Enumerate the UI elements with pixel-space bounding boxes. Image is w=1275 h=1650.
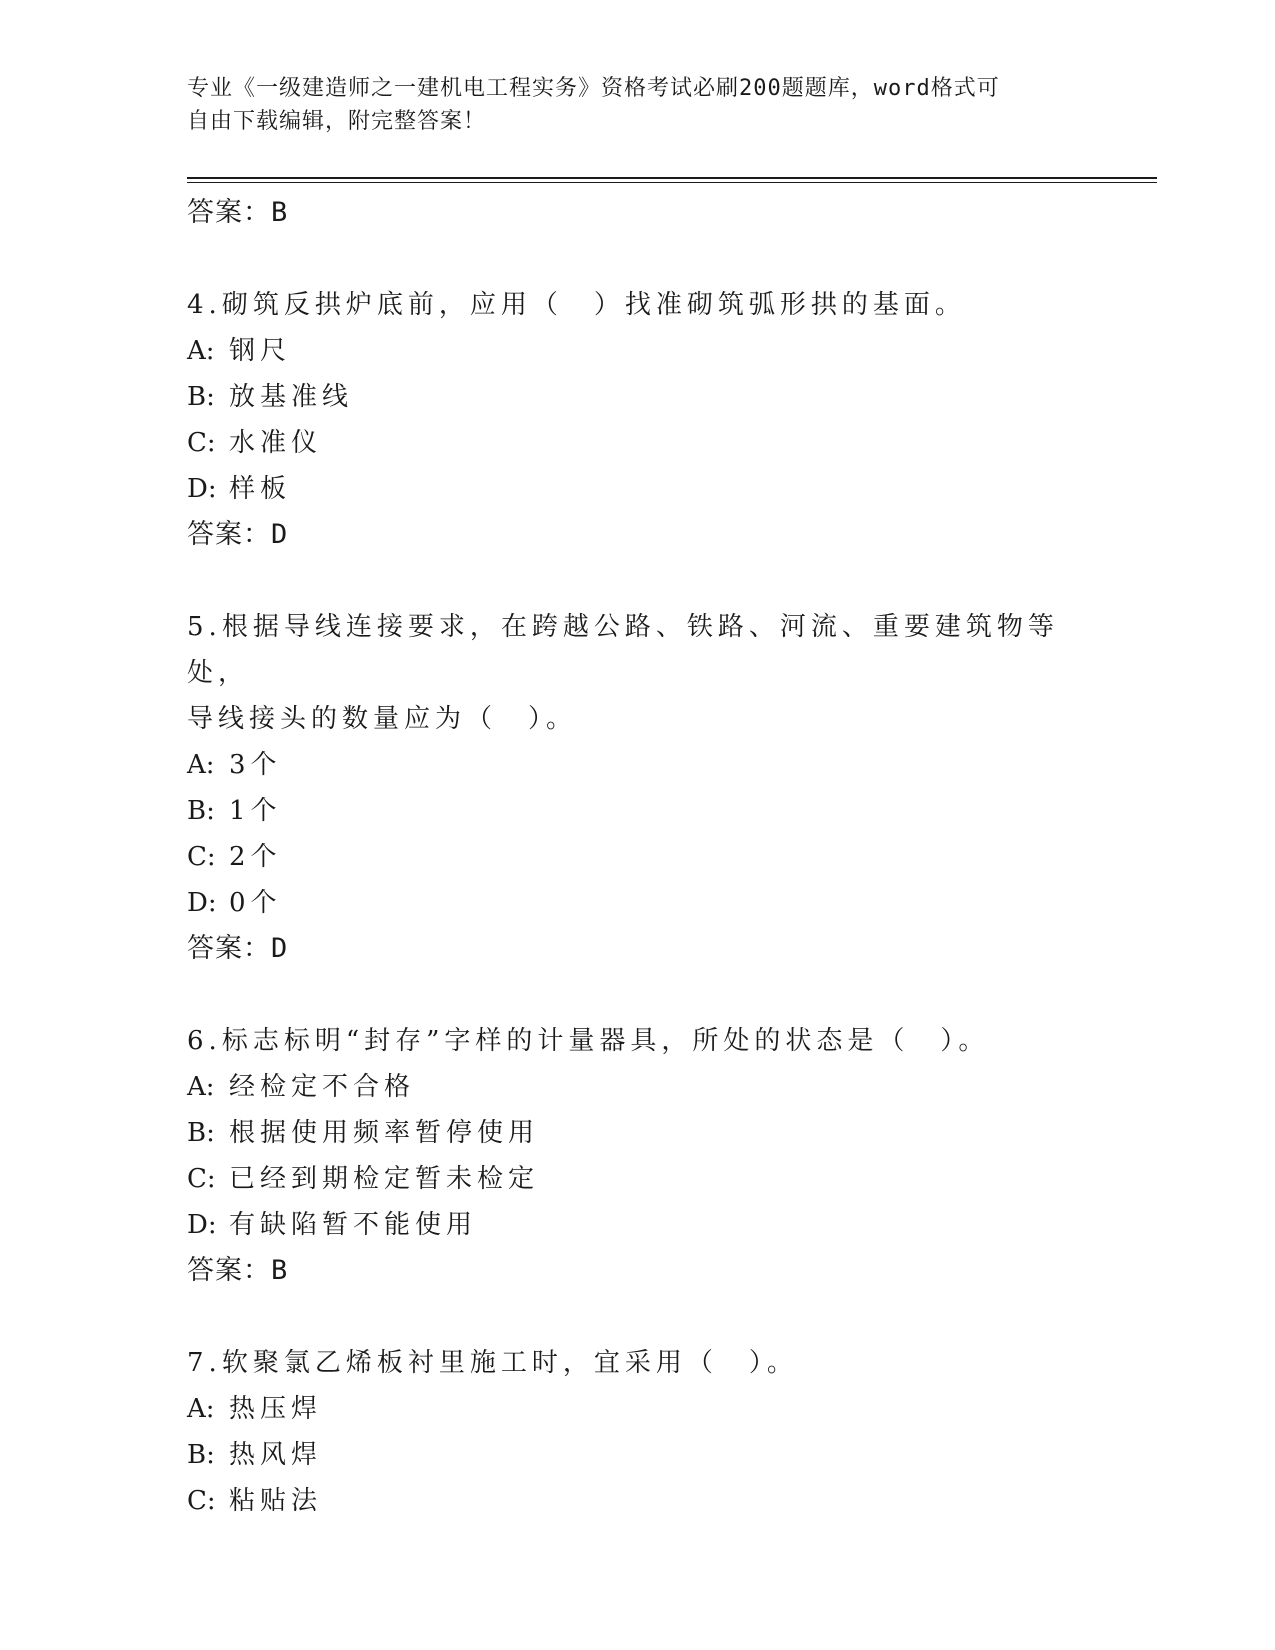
option-letter: C: bbox=[187, 1486, 216, 1516]
question-block bbox=[187, 1018, 1087, 1294]
previous-answer: 答案：B bbox=[187, 197, 289, 228]
document-header bbox=[187, 72, 1087, 138]
option-letter: C: bbox=[187, 1164, 216, 1194]
option-c bbox=[187, 420, 1087, 466]
option-text: 有缺陷暂不能使用 bbox=[229, 1210, 478, 1240]
option-letter: B: bbox=[187, 1440, 215, 1470]
option-letter: A: bbox=[187, 750, 215, 780]
option-letter: C: bbox=[187, 428, 216, 458]
option-text: 热压焊 bbox=[229, 1394, 323, 1424]
header-line-2: 自由下载编辑，附完整答案！ bbox=[187, 109, 487, 134]
question-number: 4. bbox=[187, 290, 222, 320]
option-text: 3个 bbox=[229, 750, 282, 780]
option-b bbox=[187, 1110, 1087, 1156]
option-letter: A: bbox=[187, 336, 215, 366]
question-text: 7.软聚氯乙烯板衬里施工时，宜采用（ ）。 bbox=[187, 1348, 798, 1378]
option-text: 经检定不合格 bbox=[229, 1072, 416, 1102]
option-text: 放基准线 bbox=[229, 382, 354, 412]
option-d bbox=[187, 466, 1087, 512]
option-text: 0个 bbox=[229, 888, 282, 918]
question-block bbox=[187, 1340, 1087, 1524]
question-number: 5. bbox=[187, 612, 222, 642]
option-a bbox=[187, 1386, 1087, 1432]
question-text: 4.砌筑反拱炉底前，应用（ ）找准砌筑弧形拱的基面。 bbox=[187, 290, 966, 320]
option-letter: C: bbox=[187, 842, 216, 872]
option-c bbox=[187, 1478, 1087, 1524]
option-b bbox=[187, 374, 1087, 420]
option-d bbox=[187, 880, 1087, 926]
option-b bbox=[187, 1432, 1087, 1478]
option-c bbox=[187, 834, 1087, 880]
question-block bbox=[187, 604, 1087, 972]
header-divider-thick bbox=[187, 177, 1157, 179]
option-letter: B: bbox=[187, 382, 215, 412]
spacer bbox=[187, 972, 1087, 1018]
answer: 答案：D bbox=[187, 933, 289, 964]
spacer bbox=[187, 558, 1087, 604]
option-letter: D: bbox=[187, 474, 217, 504]
question-block bbox=[187, 282, 1087, 558]
header-line-1: 专业《一级建造师之一建机电工程实务》资格考试必刷200题题库，word格式可 bbox=[187, 76, 1000, 101]
option-text: 1个 bbox=[229, 796, 282, 826]
option-a bbox=[187, 1064, 1087, 1110]
option-letter: D: bbox=[187, 888, 217, 918]
option-c bbox=[187, 1156, 1087, 1202]
spacer bbox=[187, 236, 1087, 282]
answer: 答案：B bbox=[187, 1255, 289, 1286]
option-letter: A: bbox=[187, 1394, 215, 1424]
option-text: 根据使用频率暂停使用 bbox=[229, 1118, 540, 1148]
question-number: 7. bbox=[187, 1348, 222, 1378]
option-letter: B: bbox=[187, 796, 215, 826]
header-divider-thin bbox=[187, 182, 1157, 183]
option-a bbox=[187, 742, 1087, 788]
question-number: 6. bbox=[187, 1026, 222, 1056]
option-text: 粘贴法 bbox=[229, 1486, 323, 1516]
option-a bbox=[187, 328, 1087, 374]
option-text: 2个 bbox=[229, 842, 282, 872]
question-text: 5.根据导线连接要求，在跨越公路、铁路、河流、重要建筑物等处， bbox=[187, 612, 1059, 688]
question-text: 6.标志标明“封存”字样的计量器具，所处的状态是（ ）。 bbox=[187, 1026, 990, 1056]
option-text: 热风焊 bbox=[229, 1440, 323, 1470]
option-d bbox=[187, 1202, 1087, 1248]
option-text: 已经到期检定暂未检定 bbox=[229, 1164, 540, 1194]
option-b bbox=[187, 788, 1087, 834]
answer: 答案：D bbox=[187, 519, 289, 550]
spacer bbox=[187, 1294, 1087, 1340]
option-letter: B: bbox=[187, 1118, 215, 1148]
question-text-continued: 导线接头的数量应为（ ）。 bbox=[187, 704, 578, 734]
option-text: 水准仪 bbox=[229, 428, 323, 458]
option-letter: D: bbox=[187, 1210, 217, 1240]
question-list bbox=[187, 190, 1087, 1524]
option-text: 钢尺 bbox=[229, 336, 292, 366]
option-text: 样板 bbox=[229, 474, 292, 504]
option-letter: A: bbox=[187, 1072, 215, 1102]
